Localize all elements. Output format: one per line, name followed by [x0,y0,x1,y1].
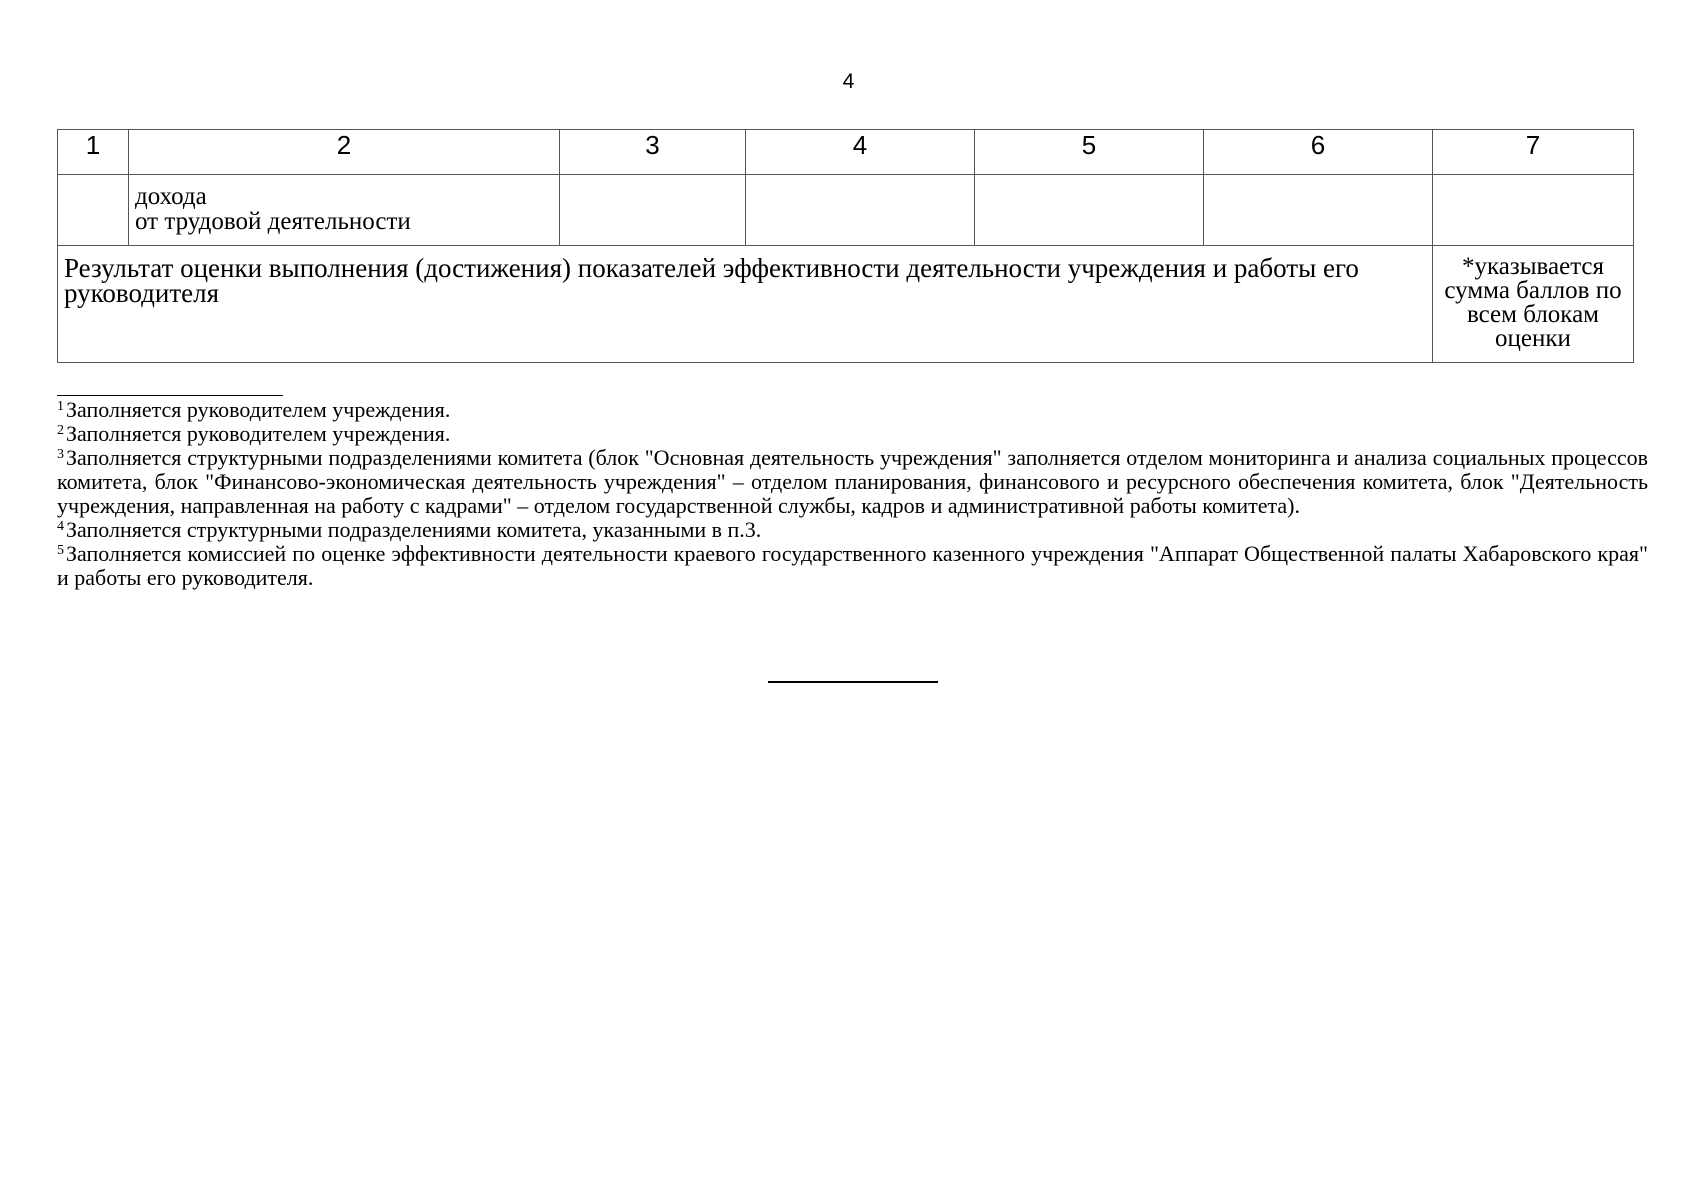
empty-cell [560,175,746,246]
footnote-text: Заполняется структурными подразделениями комитета, указанными в п.3. [66,517,762,542]
empty-cell [746,175,975,246]
column-number-1: 1 [58,130,129,175]
footnote-mark: 2 [57,423,64,438]
income-line-2: от трудовой деятельности [135,208,411,235]
footnote-2 [57,422,1648,446]
footnote-mark: 4 [57,519,64,534]
income-line-1: дохода [135,183,207,210]
footnote-text: Заполняется руководителем учреждения. [66,397,451,422]
result-note: *указывается сумма баллов по всем блокам оценки [1444,253,1622,352]
column-number-3: 3 [560,130,746,175]
footnote-4 [57,518,1648,542]
footnote-separator [57,395,283,396]
footnote-3 [57,446,1648,518]
column-number-4: 4 [746,130,975,175]
table-row [58,175,1634,246]
footnote-mark: 3 [57,447,64,462]
footnote-text: Заполняется структурными подразделениями комитета (блок "Основная деятельность учреждения" заполняется отделом мониторинга и анализа социальных процессов комитета, блок "Финансово-экономическая деятельность учреждения" – отделом планирования, финансового и ресурсного обеспечения комитета, блок "Деятельность учреждения, направленная на работу с кадрами" – отделом государственной службы, кадров и административной работы комитета). [57,445,1648,518]
document-end-rule [768,681,938,683]
footnote-text: Заполняется комиссией по оценке эффективности деятельности краевого государственного казенного учреждения "Аппарат Общественной палаты Хабаровского края" и работы его руководителя. [57,541,1648,590]
column-number-row [58,130,1634,175]
footnotes [57,398,1648,590]
result-row [58,246,1634,363]
income-cell [129,175,560,246]
empty-cell [58,175,129,246]
column-number-5: 5 [975,130,1204,175]
footnote-mark: 1 [57,399,64,414]
footnote-text: Заполняется руководителем учреждения. [66,421,451,446]
footnote-1 [57,398,1648,422]
result-label-cell [58,246,1433,363]
column-number-2: 2 [129,130,560,175]
empty-cell [1433,175,1634,246]
empty-cell [975,175,1204,246]
column-number-6: 6 [1204,130,1433,175]
result-label: Результат оценки выполнения (достижения) показателей эффективности деятельности учреждения и работы его руководителя [64,253,1359,308]
footnote-mark: 5 [57,543,64,558]
assessment-table [57,129,1634,363]
page-number: 4 [842,70,855,93]
footnote-5 [57,542,1648,590]
empty-cell [1204,175,1433,246]
column-number-7: 7 [1433,130,1634,175]
result-note-cell [1433,246,1634,363]
